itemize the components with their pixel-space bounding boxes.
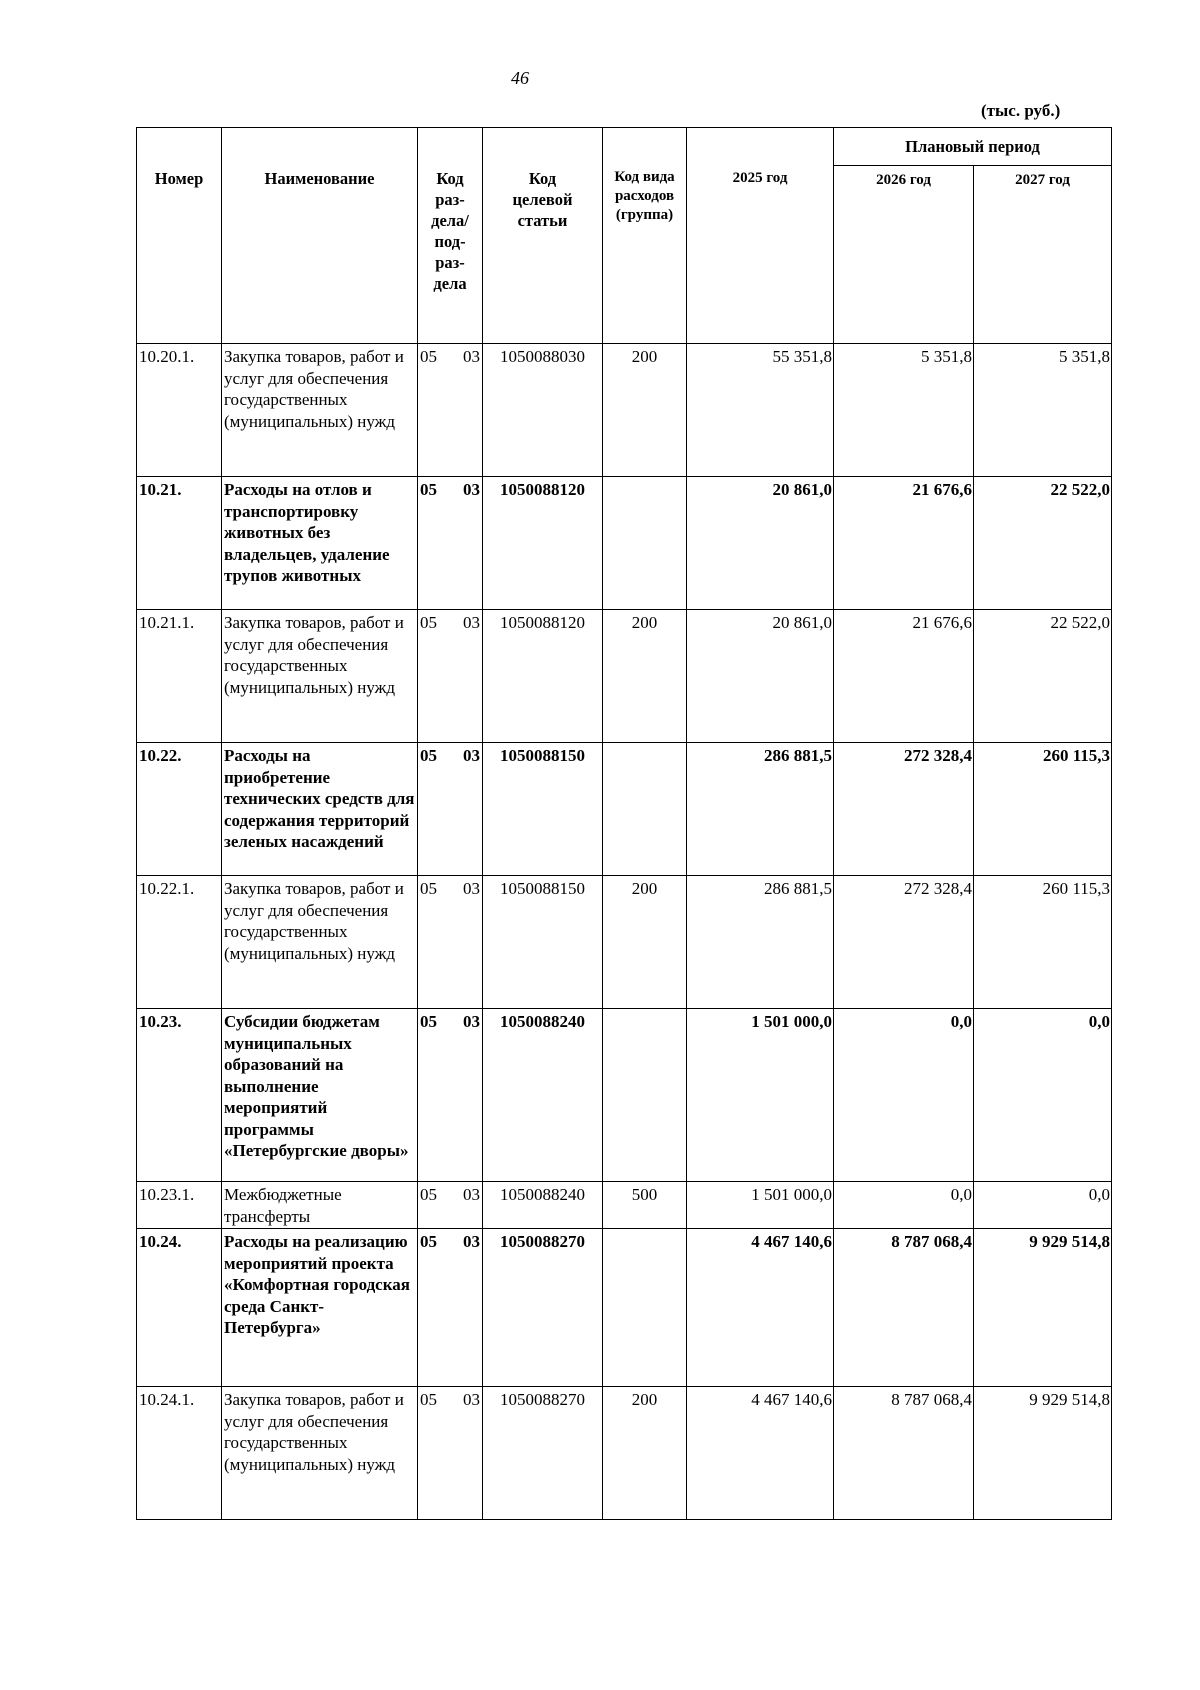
header-target-code-line: Код	[528, 169, 557, 188]
row-section-code	[418, 1387, 483, 1520]
row-value-2027: 260 115,3	[974, 876, 1112, 1009]
row-value-2026: 0,0	[834, 1182, 974, 1229]
row-subsection: 03	[463, 1390, 480, 1409]
row-section: 05	[420, 1390, 437, 1409]
header-target-code-line: целевой	[512, 190, 573, 209]
row-number: 10.22.1.	[137, 876, 222, 1009]
row-subsection: 03	[463, 1012, 480, 1031]
header-section-code-line: раз-	[435, 190, 465, 209]
row-name: Закупка товаров, работ и услуг для обеспечения государственных (муниципальных) нужд	[222, 610, 418, 743]
row-number: 10.23.1.	[137, 1182, 222, 1229]
row-value-2026: 21 676,6	[834, 610, 974, 743]
row-subsection: 03	[463, 347, 480, 366]
row-value-2025: 286 881,5	[687, 876, 834, 1009]
header-expense-type	[603, 128, 687, 344]
row-name: Расходы на реализацию мероприятий проекта «Комфортная городская среда Санкт-Петербурга»	[222, 1229, 418, 1387]
table-row	[137, 743, 1112, 876]
row-value-2025: 1 501 000,0	[687, 1009, 834, 1182]
row-target-code: 1050088270	[483, 1229, 603, 1387]
row-expense-type: 200	[603, 876, 687, 1009]
table-row	[137, 1182, 1112, 1229]
table-row	[137, 1009, 1112, 1182]
row-subsection: 03	[463, 1232, 480, 1251]
header-name: Наименование	[222, 128, 418, 344]
row-target-code: 1050088030	[483, 344, 603, 477]
table-body	[137, 344, 1112, 1520]
table-row	[137, 1229, 1112, 1387]
header-expense-type-line: Код вида	[614, 169, 675, 185]
row-name: Межбюджетные трансферты	[222, 1182, 418, 1229]
row-value-2025: 4 467 140,6	[687, 1387, 834, 1520]
row-value-2027: 260 115,3	[974, 743, 1112, 876]
row-subsection: 03	[463, 879, 480, 898]
row-expense-type	[603, 743, 687, 876]
row-value-2025: 55 351,8	[687, 344, 834, 477]
header-year-2026: 2026 год	[834, 166, 974, 344]
row-subsection: 03	[463, 480, 480, 499]
table-row	[137, 876, 1112, 1009]
row-expense-type: 500	[603, 1182, 687, 1229]
row-value-2026: 21 676,6	[834, 477, 974, 610]
row-section-code	[418, 1182, 483, 1229]
row-number: 10.22.	[137, 743, 222, 876]
budget-table	[136, 127, 1112, 1520]
row-value-2026: 8 787 068,4	[834, 1229, 974, 1387]
row-number: 10.21.	[137, 477, 222, 610]
row-value-2026: 5 351,8	[834, 344, 974, 477]
row-value-2027: 9 929 514,8	[974, 1229, 1112, 1387]
header-section-code-line: дела/	[431, 211, 469, 230]
row-name: Расходы на отлов и транспортировку животных без владельцев, удаление трупов животных	[222, 477, 418, 610]
row-value-2026: 272 328,4	[834, 876, 974, 1009]
row-section: 05	[420, 746, 437, 765]
header-section-code-line: Код	[436, 169, 464, 188]
row-section-code	[418, 743, 483, 876]
row-name: Закупка товаров, работ и услуг для обеспечения государственных (муниципальных) нужд	[222, 1387, 418, 1520]
row-number: 10.21.1.	[137, 610, 222, 743]
row-value-2025: 4 467 140,6	[687, 1229, 834, 1387]
row-section-code	[418, 477, 483, 610]
header-number: Номер	[137, 128, 222, 344]
table-row	[137, 1387, 1112, 1520]
table-row	[137, 344, 1112, 477]
table-header	[137, 128, 1112, 344]
row-section: 05	[420, 879, 437, 898]
row-expense-type	[603, 1229, 687, 1387]
table-row	[137, 610, 1112, 743]
row-section: 05	[420, 1012, 437, 1031]
header-year-2025: 2025 год	[687, 128, 834, 344]
row-section-code	[418, 610, 483, 743]
row-value-2027: 22 522,0	[974, 610, 1112, 743]
header-section-code-line: под-	[434, 232, 466, 251]
row-target-code: 1050088270	[483, 1387, 603, 1520]
row-expense-type	[603, 477, 687, 610]
row-target-code: 1050088150	[483, 743, 603, 876]
row-name: Субсидии бюджетам муниципальных образований на выполнение мероприятий программы «Петербургские дворы»	[222, 1009, 418, 1182]
header-planning-period: Плановый период	[834, 128, 1112, 166]
row-value-2025: 1 501 000,0	[687, 1182, 834, 1229]
row-value-2025: 286 881,5	[687, 743, 834, 876]
row-section-code	[418, 1229, 483, 1387]
header-target-code	[483, 128, 603, 344]
header-section-code-line: дела	[433, 274, 467, 293]
row-name: Закупка товаров, работ и услуг для обеспечения государственных (муниципальных) нужд	[222, 876, 418, 1009]
row-value-2026: 0,0	[834, 1009, 974, 1182]
row-section-code	[418, 344, 483, 477]
row-value-2025: 20 861,0	[687, 610, 834, 743]
row-expense-type: 200	[603, 610, 687, 743]
row-value-2027: 0,0	[974, 1182, 1112, 1229]
row-target-code: 1050088240	[483, 1009, 603, 1182]
table-row	[137, 477, 1112, 610]
header-year-2027: 2027 год	[974, 166, 1112, 344]
row-expense-type	[603, 1009, 687, 1182]
row-expense-type: 200	[603, 344, 687, 477]
row-section: 05	[420, 613, 437, 632]
row-target-code: 1050088150	[483, 876, 603, 1009]
header-expense-type-line: (группа)	[615, 207, 674, 223]
row-target-code: 1050088240	[483, 1182, 603, 1229]
row-value-2027: 5 351,8	[974, 344, 1112, 477]
row-value-2027: 22 522,0	[974, 477, 1112, 610]
row-section: 05	[420, 347, 437, 366]
row-number: 10.20.1.	[137, 344, 222, 477]
row-section: 05	[420, 1185, 437, 1204]
row-number: 10.23.	[137, 1009, 222, 1182]
row-section-code	[418, 876, 483, 1009]
row-target-code: 1050088120	[483, 477, 603, 610]
row-subsection: 03	[463, 746, 480, 765]
header-expense-type-line: расходов	[614, 188, 675, 204]
row-value-2027: 0,0	[974, 1009, 1112, 1182]
row-value-2026: 272 328,4	[834, 743, 974, 876]
row-name: Закупка товаров, работ и услуг для обеспечения государственных (муниципальных) нужд	[222, 344, 418, 477]
row-expense-type: 200	[603, 1387, 687, 1520]
header-section-code	[418, 128, 483, 344]
page-number: 46	[511, 68, 529, 88]
row-value-2026: 8 787 068,4	[834, 1387, 974, 1520]
row-target-code: 1050088120	[483, 610, 603, 743]
units-label: (тыс. руб.)	[981, 101, 1061, 120]
row-name: Расходы на приобретение технических средств для содержания территорий зеленых насаждений	[222, 743, 418, 876]
row-number: 10.24.1.	[137, 1387, 222, 1520]
row-subsection: 03	[463, 1185, 480, 1204]
row-value-2025: 20 861,0	[687, 477, 834, 610]
row-section: 05	[420, 1232, 437, 1251]
header-target-code-line: статьи	[517, 211, 568, 230]
row-section: 05	[420, 480, 437, 499]
row-value-2027: 9 929 514,8	[974, 1387, 1112, 1520]
row-subsection: 03	[463, 613, 480, 632]
header-section-code-line: раз-	[435, 253, 465, 272]
row-section-code	[418, 1009, 483, 1182]
row-number: 10.24.	[137, 1229, 222, 1387]
